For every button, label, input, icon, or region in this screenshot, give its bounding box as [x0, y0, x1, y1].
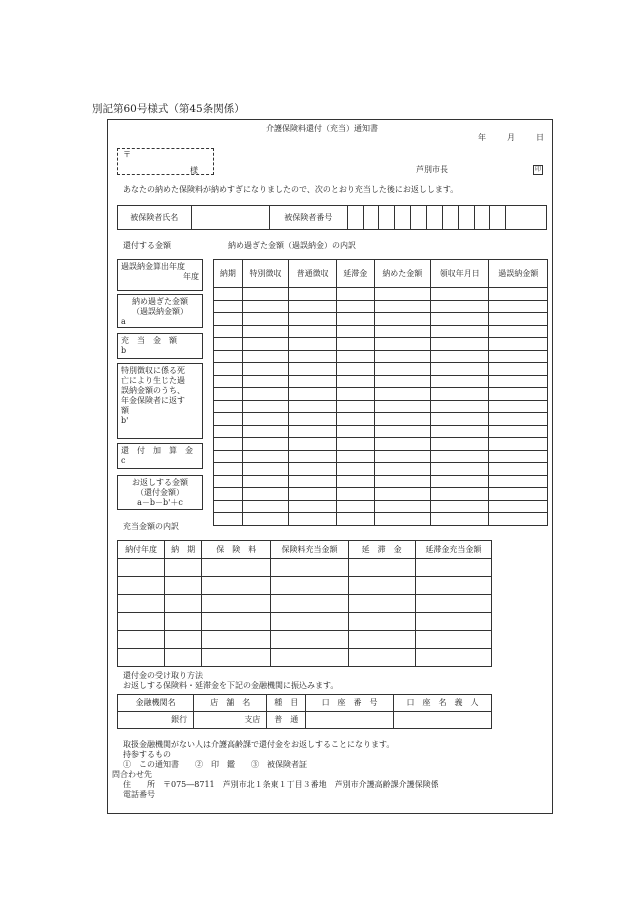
address-line: 住 所 〒075―8711 芦別市北１条東１丁目３番地 芦別市介護高齢課介護保険係 [123, 780, 439, 789]
special-line: 額 [121, 406, 129, 415]
table-cell [214, 475, 243, 488]
overpaid-label: 納め過ぎた金額 [132, 297, 188, 306]
table-cell [431, 388, 489, 401]
table-cell [431, 500, 489, 513]
table-cell [489, 413, 548, 426]
seal-mark: 印 [534, 166, 541, 173]
table-cell [336, 350, 374, 363]
table-cell [202, 577, 271, 595]
insured-name-label: 被保険者氏名 [118, 206, 192, 230]
table-cell [489, 475, 548, 488]
table-cell [242, 513, 289, 526]
table-cell [242, 350, 289, 363]
overpaid-box [117, 294, 203, 328]
table-cell [214, 400, 243, 413]
col-header: 納めた金額 [374, 260, 430, 288]
col-header: 延滞金充当金額 [415, 541, 491, 559]
insured-number-cell [426, 206, 442, 230]
table-cell [336, 450, 374, 463]
table-cell [214, 463, 243, 476]
col-header: 納付年度 [118, 541, 165, 559]
table-row [118, 613, 492, 631]
table-cell [214, 388, 243, 401]
table-cell [336, 413, 374, 426]
insured-name-value [191, 206, 269, 230]
table-cell [242, 288, 289, 301]
overpaid-sub: （過誤納金額） [132, 307, 188, 316]
breakdown-table [213, 259, 548, 526]
table-row [214, 513, 548, 526]
table-cell [489, 400, 548, 413]
table-cell [289, 300, 337, 313]
allotment-heading: 充当金額の内訳 [123, 522, 179, 531]
col-header: 延滞金 [336, 260, 374, 288]
table-cell [336, 463, 374, 476]
insured-number-cell [458, 206, 474, 230]
col-header: 普通徴収 [289, 260, 337, 288]
table-cell [242, 500, 289, 513]
receipt-method: 還付金の受け取り方法 [123, 671, 203, 680]
table-cell [242, 475, 289, 488]
table-cell [336, 288, 374, 301]
table-cell [214, 338, 243, 351]
table-cell [336, 425, 374, 438]
table-cell [431, 375, 489, 388]
receipt-desc: お返しする保険料・延滞金を下記の金融機関に振込みます。 [123, 681, 339, 690]
table-cell [242, 400, 289, 413]
table-cell [214, 313, 243, 326]
table-cell [118, 595, 165, 613]
refund-heading: 還付する金額 [123, 241, 171, 250]
form-number: 別記第60号様式（第45条関係） [92, 103, 245, 115]
table-row [118, 631, 492, 649]
table-cell [336, 388, 374, 401]
insured-number-cell [442, 206, 458, 230]
table-cell [415, 649, 491, 667]
sama-label: 様 [190, 166, 198, 175]
table-row [214, 300, 548, 313]
bring-items: ① この通知書 ② 印 鑑 ③ 被保険者証 [123, 760, 307, 769]
table-cell [289, 400, 337, 413]
insured-number-tail [506, 206, 547, 230]
table-cell [374, 425, 430, 438]
table-cell [415, 631, 491, 649]
table-cell [489, 513, 548, 526]
special-line: 特別徴収に係る死 [121, 366, 185, 375]
breakdown-heading: 納め過ぎた金額（過誤納金）の内訳 [228, 241, 356, 250]
table-row [214, 488, 548, 501]
table-cell [289, 438, 337, 451]
col-header: 過誤納金額 [489, 260, 548, 288]
col-header: 金融機関名 [118, 695, 194, 712]
table-row [214, 413, 548, 426]
table-row [214, 475, 548, 488]
intro-text: あなたの納めた保険料が納めすぎになりましたので、次のとおり充当した後にお返しします。 [123, 185, 459, 194]
table-row [214, 400, 548, 413]
table-row [214, 375, 548, 388]
table-cell [289, 450, 337, 463]
table-cell [431, 325, 489, 338]
postal-mark: 〒 [123, 150, 131, 159]
col-header: 種 目 [267, 695, 306, 712]
issuer: 芦別市長 [416, 165, 448, 174]
table-cell [271, 577, 348, 595]
col-header: 領収年月日 [431, 260, 489, 288]
table-cell [242, 300, 289, 313]
table-cell [242, 338, 289, 351]
col-header: 特別徴収 [242, 260, 289, 288]
table-cell [242, 450, 289, 463]
table-cell [214, 500, 243, 513]
overpaid-mark: a [121, 317, 126, 326]
table-cell [489, 425, 548, 438]
table-cell [289, 288, 337, 301]
branch-cell [194, 712, 267, 729]
insured-number-cell [363, 206, 379, 230]
table-cell [289, 475, 337, 488]
special-line: 年金保険者に返す [121, 396, 185, 405]
table-cell [289, 350, 337, 363]
table-cell [374, 338, 430, 351]
table-cell [374, 463, 430, 476]
col-header: 口 座 名 義 人 [394, 695, 492, 712]
table-row [214, 463, 548, 476]
table-cell [118, 577, 165, 595]
col-header: 保 険 料 [202, 541, 271, 559]
table-cell [214, 363, 243, 376]
return-box [117, 475, 203, 510]
return-sub: （還付金額） [136, 488, 184, 497]
insured-number-cell [395, 206, 411, 230]
table-row [118, 559, 492, 577]
insured-number-cell [474, 206, 490, 230]
table-cell [242, 313, 289, 326]
table-cell [348, 631, 415, 649]
table-cell [202, 613, 271, 631]
table-row [214, 438, 548, 451]
table-cell [374, 488, 430, 501]
table-cell [289, 513, 337, 526]
table-row [214, 338, 548, 351]
table-row [118, 577, 492, 595]
addition-label: 還 付 加 算 金 [121, 446, 193, 455]
table-cell [489, 288, 548, 301]
table-cell [489, 350, 548, 363]
addition-mark: c [121, 456, 126, 465]
table-row [214, 388, 548, 401]
table-cell [336, 513, 374, 526]
table-cell [271, 649, 348, 667]
table-cell [214, 350, 243, 363]
account-type: 普 通 [267, 712, 306, 729]
table-cell [336, 488, 374, 501]
table-cell [374, 325, 430, 338]
table-cell [165, 577, 202, 595]
account-holder-cell [394, 712, 492, 729]
table-cell [214, 450, 243, 463]
bank-name-cell [118, 712, 194, 729]
table-cell [336, 313, 374, 326]
table-cell [431, 338, 489, 351]
date-month: 月 [507, 133, 515, 142]
table-cell [214, 425, 243, 438]
table-cell [242, 388, 289, 401]
table-cell [214, 438, 243, 451]
table-cell [336, 400, 374, 413]
table-cell [374, 438, 430, 451]
table-cell [431, 513, 489, 526]
calc-year-label: 過誤納金算出年度 [121, 262, 185, 271]
table-cell [214, 488, 243, 501]
table-cell [374, 513, 430, 526]
table-cell [202, 559, 271, 577]
table-cell [431, 413, 489, 426]
table-cell [431, 488, 489, 501]
special-line: 亡により生じた過 [121, 376, 185, 385]
return-label: お返しする金額 [132, 478, 188, 487]
table-cell [348, 559, 415, 577]
table-cell [415, 595, 491, 613]
table-cell [165, 649, 202, 667]
table-cell [415, 577, 491, 595]
date-year: 年 [478, 133, 486, 142]
table-cell [489, 338, 548, 351]
col-header: 店 舗 名 [194, 695, 267, 712]
table-cell [348, 595, 415, 613]
calc-year-suffix: 年度 [183, 272, 199, 281]
footer-note: 取扱金融機関がない人は介護高齢課で還付金をお返しすることになります。 [123, 740, 395, 749]
table-cell [242, 413, 289, 426]
branch-suffix: 支店 [244, 715, 261, 724]
table-cell [242, 375, 289, 388]
table-cell [431, 300, 489, 313]
table-cell [374, 300, 430, 313]
table-cell [489, 325, 548, 338]
table-cell [118, 613, 165, 631]
table-cell [374, 413, 430, 426]
table-cell [118, 631, 165, 649]
table-cell [489, 488, 548, 501]
table-cell [431, 438, 489, 451]
table-cell [431, 425, 489, 438]
table-cell [348, 577, 415, 595]
account-number-cell [306, 712, 394, 729]
table-cell [289, 488, 337, 501]
insured-number-cell [490, 206, 506, 230]
table-cell [489, 363, 548, 376]
table-cell [214, 375, 243, 388]
addition-box [117, 443, 203, 469]
table-cell [374, 500, 430, 513]
insured-number-cell [379, 206, 395, 230]
table-cell [431, 450, 489, 463]
special-box [117, 363, 203, 439]
special-mark: b' [121, 416, 129, 425]
allotment-table [117, 540, 492, 667]
table-cell [374, 363, 430, 376]
table-cell [431, 400, 489, 413]
table-cell [374, 288, 430, 301]
table-row [214, 500, 548, 513]
table-cell [289, 363, 337, 376]
table-cell [271, 559, 348, 577]
table-cell [431, 350, 489, 363]
table-row [118, 649, 492, 667]
table-cell [289, 463, 337, 476]
bank-table [117, 694, 492, 729]
table-cell [271, 595, 348, 613]
table-row [214, 313, 548, 326]
table-cell [374, 375, 430, 388]
table-cell [289, 313, 337, 326]
table-cell [415, 613, 491, 631]
date-day: 日 [536, 133, 544, 142]
col-header: 保険料充当金額 [271, 541, 348, 559]
table-cell [336, 375, 374, 388]
phone-label: 電話番号 [123, 790, 155, 799]
table-cell [348, 649, 415, 667]
allot-label: 充 当 金 額 [121, 336, 177, 345]
table-row [214, 363, 548, 376]
table-cell [214, 288, 243, 301]
table-cell [431, 463, 489, 476]
table-cell [271, 631, 348, 649]
table-cell [489, 388, 548, 401]
table-cell [165, 631, 202, 649]
col-header: 口 座 番 号 [306, 695, 394, 712]
table-cell [271, 613, 348, 631]
table-cell [374, 450, 430, 463]
table-cell [431, 313, 489, 326]
table-cell [489, 438, 548, 451]
table-cell [165, 595, 202, 613]
table-cell [336, 325, 374, 338]
col-header: 納期 [214, 260, 243, 288]
table-cell [374, 313, 430, 326]
table-row [214, 350, 548, 363]
col-header: 納 期 [165, 541, 202, 559]
table-cell [489, 450, 548, 463]
table-cell [489, 300, 548, 313]
table-cell [489, 500, 548, 513]
table-cell [336, 475, 374, 488]
table-cell [289, 413, 337, 426]
table-cell [336, 438, 374, 451]
table-cell [118, 559, 165, 577]
calc-year-box [117, 259, 203, 291]
table-cell [242, 438, 289, 451]
table-cell [242, 363, 289, 376]
table-cell [489, 313, 548, 326]
table-cell [202, 631, 271, 649]
table-cell [374, 475, 430, 488]
table-cell [374, 400, 430, 413]
table-cell [214, 513, 243, 526]
table-cell [289, 388, 337, 401]
table-cell [214, 325, 243, 338]
inquiry-label: 問合わせ先 [112, 770, 152, 779]
insured-number-cell [411, 206, 427, 230]
table-cell [118, 649, 165, 667]
table-cell [489, 463, 548, 476]
table-cell [214, 300, 243, 313]
table-cell [431, 288, 489, 301]
table-row [214, 425, 548, 438]
table-cell [165, 613, 202, 631]
return-formula: a－b－b'＋c [137, 498, 183, 507]
insured-table [117, 205, 547, 230]
table-cell [202, 595, 271, 613]
table-cell [431, 475, 489, 488]
table-cell [336, 338, 374, 351]
table-cell [348, 613, 415, 631]
allot-mark: b [121, 346, 127, 355]
table-cell [242, 463, 289, 476]
bring-label: 持参するもの [123, 750, 171, 759]
table-cell [415, 559, 491, 577]
table-cell [165, 559, 202, 577]
insured-number-cell [347, 206, 363, 230]
table-cell [289, 375, 337, 388]
doc-title: 介護保険料還付（充当）通知書 [266, 124, 378, 133]
table-cell [374, 350, 430, 363]
table-cell [289, 500, 337, 513]
bank-suffix: 銀行 [171, 715, 188, 724]
table-row [214, 450, 548, 463]
table-cell [336, 363, 374, 376]
allot-box [117, 333, 203, 359]
table-cell [242, 325, 289, 338]
table-cell [202, 649, 271, 667]
table-cell [242, 488, 289, 501]
table-row [214, 288, 548, 301]
table-cell [289, 338, 337, 351]
table-cell [242, 425, 289, 438]
table-cell [336, 500, 374, 513]
table-row [214, 325, 548, 338]
table-cell [489, 375, 548, 388]
table-cell [431, 363, 489, 376]
table-cell [374, 388, 430, 401]
table-cell [336, 300, 374, 313]
table-row [118, 595, 492, 613]
address-box [117, 148, 214, 175]
insured-number-label: 被保険者番号 [269, 206, 347, 230]
table-cell [289, 325, 337, 338]
table-cell [289, 425, 337, 438]
col-header: 延 滞 金 [348, 541, 415, 559]
special-line: 誤納金額のうち、 [121, 386, 185, 395]
table-cell [214, 413, 243, 426]
